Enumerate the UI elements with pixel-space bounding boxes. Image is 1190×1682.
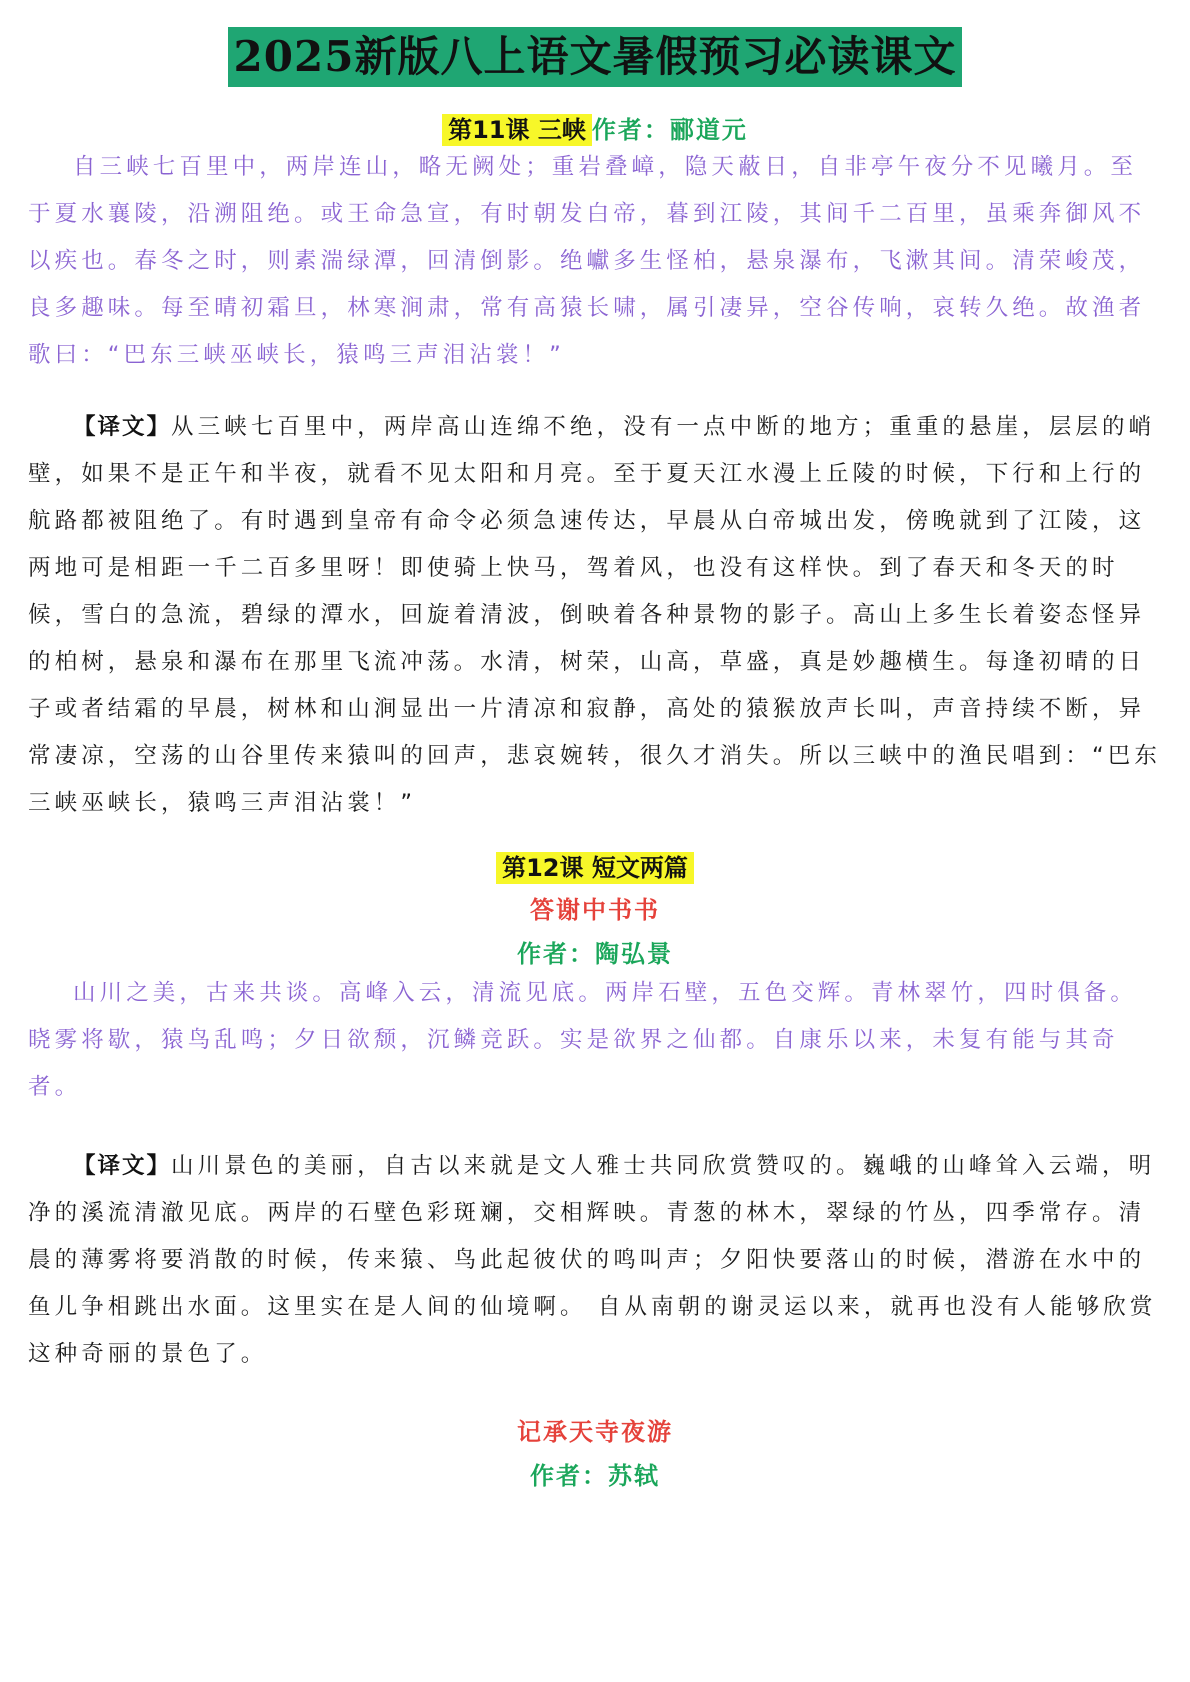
- translation-body: 从三峡七百里中，两岸高山连绵不绝，没有一点中断的地方；重重的悬崖，层层的峭壁，如果不是正午和半夜，就看不见太阳和月亮。至于夏天江水漫上丘陵的时候，下行和上行的航路都被阻绝了。有时遇到皇帝有命令必须急速传达，早晨从白帝城出发，傍晚就到了江陵，这两地可是相距一千二百多里呀！即使骑上快马，驾着风，也没有这样快。到了春天和冬天的时候，雪白的急流，碧绿的潭水，回旋着清波，倒映着各种景物的影子。高山上多生长着姿态怪异的柏树，悬泉和瀑布在那里飞流冲荡。水清，树荣，山高，草盛，真是妙趣横生。每逢初晴的日子或者结霜的早晨，树林和山涧显出一片清凉和寂静，高处的猿猴放声长叫，声音持续不断，异常凄凉，空荡的山谷里传来猿叫的回声，悲哀婉转，很久才消失。所以三峡中的渔民唱到：“巴东三峡巫峡长，猿鸣三声泪沾裳！”: [28, 414, 1161, 816]
- lesson-12-label: 第12课 短文两篇: [496, 852, 694, 884]
- piece-2-author: 作者：苏轼: [530, 1462, 660, 1490]
- lesson-11-label: 第11课 三峡: [442, 114, 592, 146]
- lesson-11-original-text: 自三峡七百里中，两岸连山，略无阙处；重岩叠嶂，隐天蔽日，自非亭午夜分不见曦月。至于夏水襄陵，沿溯阻绝。或王命急宣，有时朝发白帝，暮到江陵，其间千二百里，虽乘奔御风不以疾也。春冬之时，则素湍绿潭，回清倒影。绝巘多生怪柏，悬泉瀑布，飞漱其间。清荣峻茂，良多趣味。每至晴初霜旦，林寒涧肃，常有高猿长啸，属引凄异，空谷传响，哀转久绝。故渔者歌曰：“巴东三峡巫峡长，猿鸣三声泪沾裳！”: [28, 154, 1146, 368]
- title-banner: [0, 27, 1190, 87]
- piece-1-author: 作者：陶弘景: [517, 940, 673, 968]
- piece-1-translation: [28, 1143, 1162, 1378]
- piece-1-title: 答谢中书书: [530, 896, 660, 924]
- translation-body: 山川景色的美丽，自古以来就是文人雅士共同欣赏赞叹的。巍峨的山峰耸入云端，明净的溪流清澈见底。两岸的石壁色彩斑斓，交相辉映。青葱的林木，翠绿的竹丛，四季常存。清晨的薄雾将要消散的时候，传来猿、鸟此起彼伏的鸣叫声；夕阳快要落山的时候，潜游在水中的鱼儿争相跳出水面。这里实在是人间的仙境啊。 自从南朝的谢灵运以来，就再也没有人能够欣赏这种奇丽的景色了。: [28, 1153, 1157, 1367]
- piece-2-title: 记承天寺夜游: [517, 1418, 673, 1446]
- document-title: 2025新版八上语文暑假预习必读课文: [228, 27, 963, 87]
- piece-1-original-text: 山川之美，古来共谈。高峰入云，清流见底。两岸石壁，五色交辉。青林翠竹，四时俱备。晓雾将歇，猿鸟乱鸣；夕日欲颓，沉鳞竞跃。实是欲界之仙都。自康乐以来，未复有能与其奇者。: [28, 980, 1138, 1100]
- translation-tag: 【译文】: [73, 414, 172, 440]
- lesson-12-heading: [0, 848, 1190, 883]
- lesson-11-translation: [28, 404, 1162, 827]
- lesson-11-author: 作者：郦道元: [591, 116, 748, 144]
- lesson-11-heading: [0, 110, 1190, 145]
- translation-tag: 【译文】: [73, 1153, 172, 1179]
